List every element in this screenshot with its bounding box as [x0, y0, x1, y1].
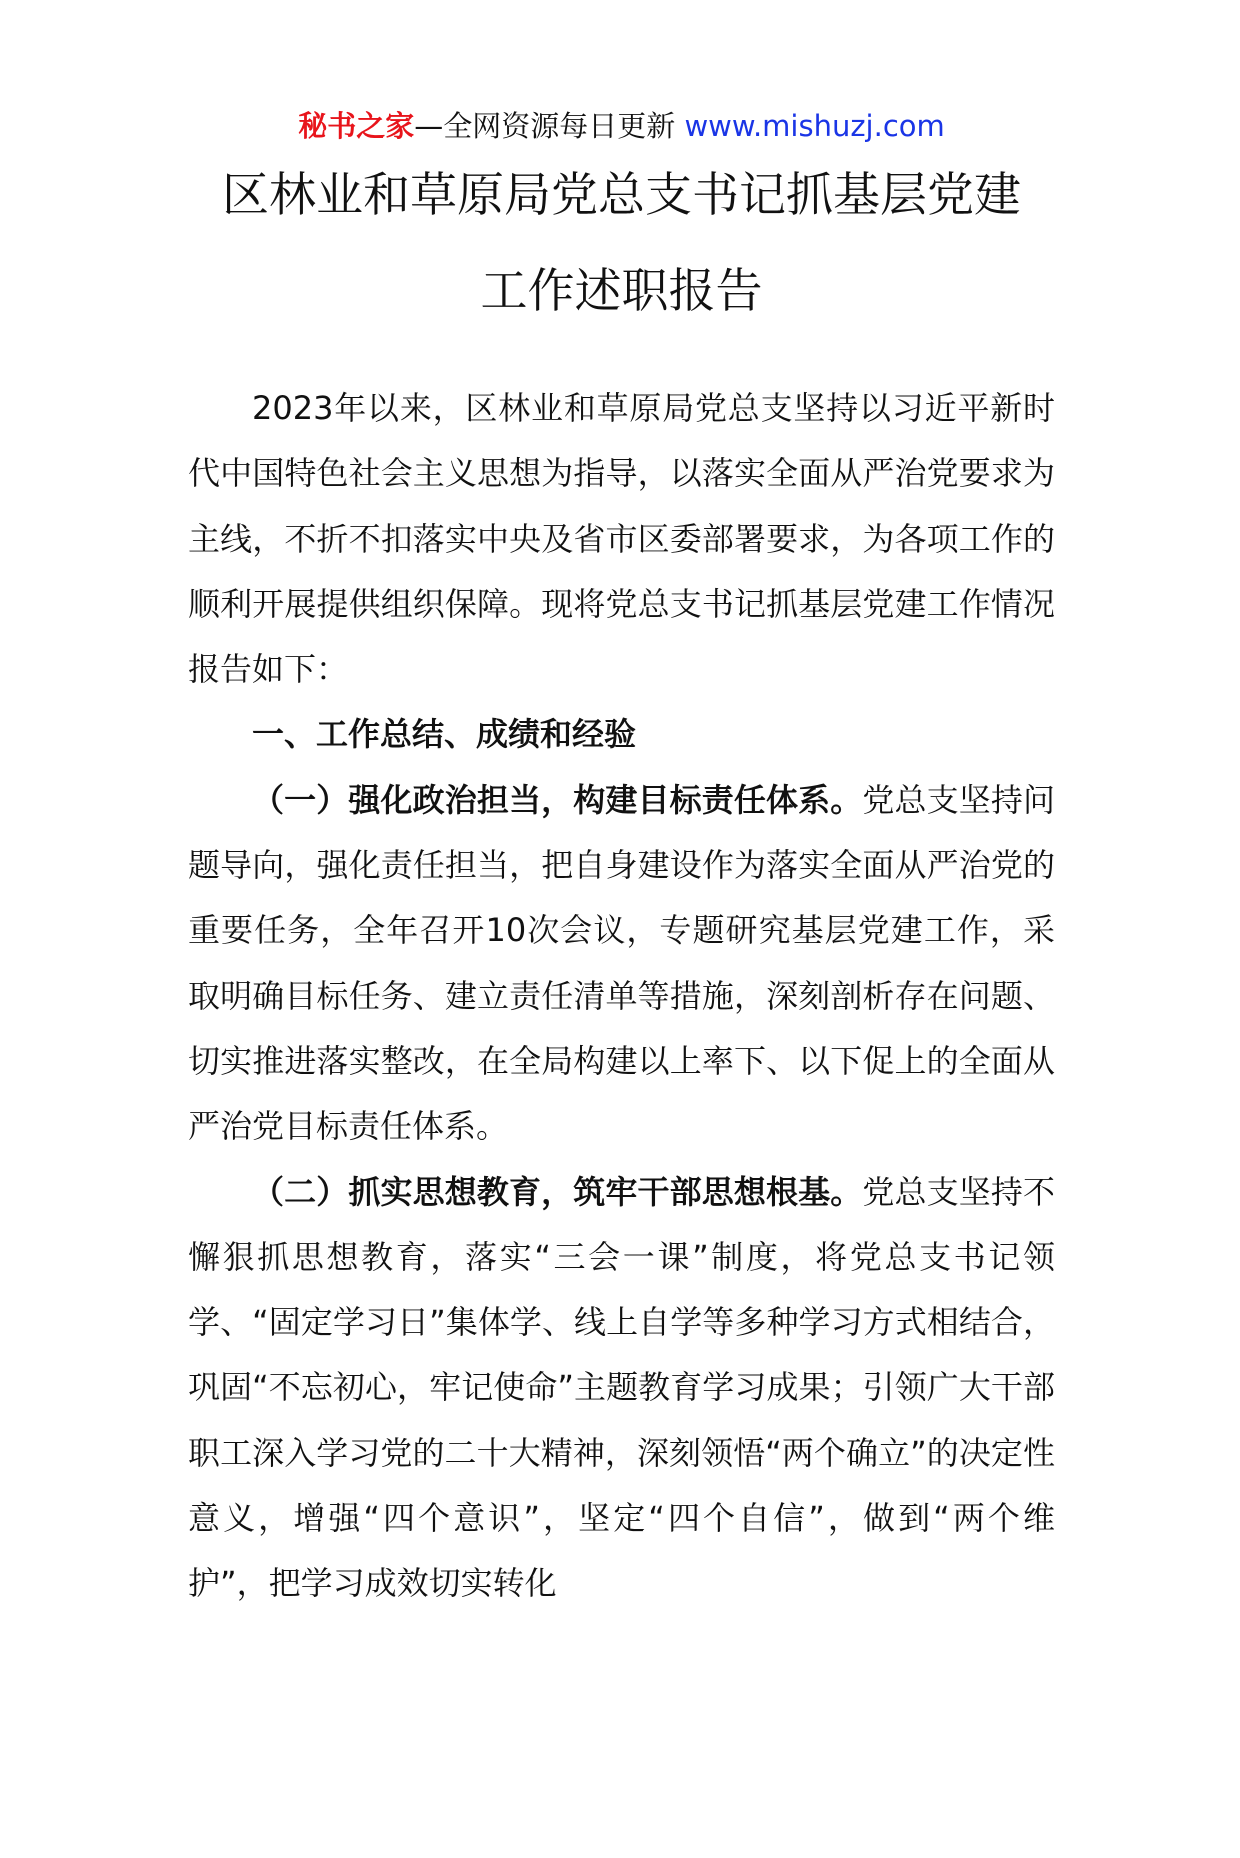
header-banner	[188, 104, 1055, 148]
item-1-text: 党总支坚持问题导向，强化责任担当，把自身建设作为落实全面从严治党的重要任务，全年召开10次会议，专题研究基层党建工作，采取明确目标任务、建立责任清单等措施，深刻剖析存在问题、切实推进落实整改，在全局构建以上率下、以下促上的全面从严治党目标责任体系。	[188, 780, 1055, 1146]
item-2-heading: （二）抓实思想教育，筑牢干部思想根基。	[252, 1172, 863, 1211]
banner-brand: 秘书之家	[298, 109, 415, 143]
banner-url-link[interactable]: www.mishuzj.com	[684, 109, 945, 143]
title-line-2: 工作述职报告	[480, 264, 763, 319]
intro-paragraph: 2023年以来，区林业和草原局党总支坚持以习近平新时代中国特色社会主义思想为指导，以落实全面从严治党要求为主线，不折不扣落实中央及省市区委部署要求，为各项工作的顺利开展提供组织保障。现将党总支书记抓基层党建工作情况报告如下：	[188, 389, 1055, 689]
item-1-heading: （一）强化政治担当，构建目标责任体系。	[252, 780, 863, 819]
document-page	[0, 104, 1240, 1858]
title-line-1: 区林业和草原局党总支书记抓基层党建	[222, 168, 1021, 223]
item-1-paragraph	[188, 768, 1055, 1160]
document-title	[188, 148, 1055, 340]
item-2-paragraph	[188, 1160, 1055, 1617]
document-body	[188, 376, 1055, 1617]
section-heading: 一、工作总结、成绩和经验	[252, 715, 637, 754]
banner-slogan: —全网资源每日更新	[414, 109, 685, 143]
item-2-text: 党总支坚持不懈狠抓思想教育，落实“三会一课”制度，将党总支书记领学、“固定学习日”集体学、线上自学等多种学习方式相结合，巩固“不忘初心，牢记使命”主题教育学习成果；引领广大干部职工深入学习党的二十大精神，深刻领悟“两个确立”的决定性意义，增强“四个意识”，坚定“四个自信”，做到“两个维护”，把学习成效切实转化	[188, 1172, 1055, 1603]
